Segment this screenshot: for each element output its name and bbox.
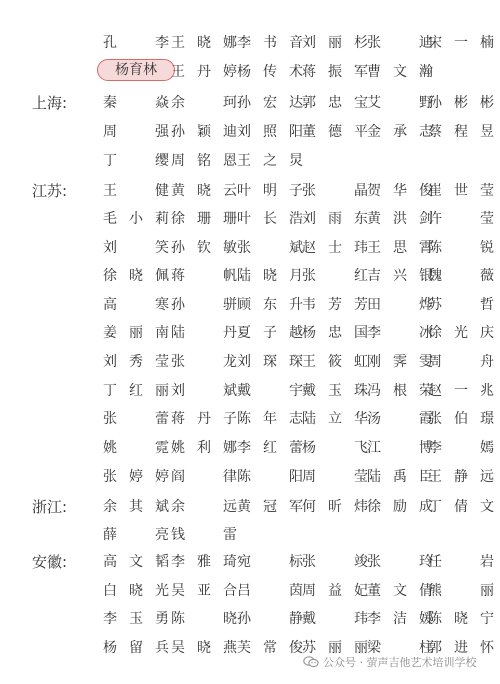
- person-name: 周益妃: [302, 583, 368, 599]
- person-name: 刘照阳: [237, 124, 303, 140]
- region-label: 江苏:: [32, 182, 68, 200]
- name-row: [0, 294, 500, 316]
- person-name: 张婷婷: [103, 469, 169, 485]
- person-name: 丁红丽: [103, 383, 169, 399]
- person-name: 董德平: [302, 124, 368, 140]
- name-row: [0, 580, 500, 602]
- person-name: 王晓娜: [171, 35, 237, 51]
- person-name: 李 嫣: [428, 440, 494, 456]
- person-name: 赵一兆: [428, 383, 494, 399]
- person-name: 陈晓宁: [428, 611, 494, 627]
- name-row: [0, 150, 500, 172]
- name-row: [0, 180, 500, 202]
- person-name: 王静远: [428, 469, 494, 485]
- person-name: 蔡程昱: [428, 124, 494, 140]
- person-name: 余 珂: [171, 95, 237, 111]
- person-name: 黄晓云: [171, 183, 237, 199]
- person-name: 苏 哲: [428, 297, 494, 313]
- person-name: 蒋振军: [302, 64, 368, 80]
- person-name: 汤 霞: [367, 411, 433, 427]
- person-name: 张伯璟: [428, 411, 494, 427]
- watermark-text: 公众号 · 萤声吉他艺术培训学校: [323, 656, 477, 669]
- name-row: [0, 551, 500, 573]
- person-name: 何昕炜: [302, 499, 368, 515]
- person-name: 周 莹: [302, 469, 368, 485]
- person-name: 崔世莹: [428, 183, 494, 199]
- person-name: 顾东升: [237, 297, 303, 313]
- person-name: 薛 亮: [103, 527, 169, 543]
- person-name: 王之炅: [237, 153, 303, 169]
- name-row: [0, 496, 500, 518]
- person-name: 吴亚合: [171, 583, 237, 599]
- person-name: 郭忠宝: [302, 95, 368, 111]
- person-name: 张 蕾: [103, 411, 169, 427]
- person-name: 金承志: [367, 124, 433, 140]
- person-name: 陈年志: [237, 411, 303, 427]
- person-name: 黄洪剑: [367, 211, 433, 227]
- name-row: [0, 92, 500, 114]
- person-name: 吴晓燕: [171, 640, 237, 656]
- person-name: 刘雨东: [302, 211, 368, 227]
- person-name: 蒋丹子: [171, 411, 237, 427]
- name-row: [0, 322, 500, 344]
- person-name: 艾 野: [367, 95, 433, 111]
- person-name: 孙 骈: [171, 297, 237, 313]
- person-name: 孙宏达: [237, 95, 303, 111]
- person-name: 杨留兵: [103, 640, 169, 656]
- person-name: 宋一楠: [428, 35, 494, 51]
- name-row: [0, 380, 500, 402]
- wechat-official-account-icon: [303, 656, 319, 668]
- person-name: 吉兴银: [367, 268, 433, 284]
- person-name: 余其斌: [103, 499, 169, 515]
- person-name: 李 冰: [367, 325, 433, 341]
- person-name: 叶长浩: [237, 211, 303, 227]
- person-name: 冯根荣: [367, 383, 433, 399]
- region-label: 安徽:: [32, 553, 68, 571]
- person-name: 李书音: [237, 35, 303, 51]
- person-name: 梁 柱: [367, 640, 433, 656]
- person-name: 刘琛琛: [237, 354, 303, 370]
- person-name: 丁 缨: [103, 153, 169, 169]
- person-name: 江 博: [367, 440, 433, 456]
- person-name: 白晓光: [103, 583, 169, 599]
- region-label: 浙江:: [32, 498, 68, 516]
- person-name: 陆晓月: [237, 268, 303, 284]
- person-name: 刘 笑: [103, 240, 169, 256]
- person-name: 许 莹: [428, 211, 494, 227]
- name-row: [0, 61, 500, 83]
- person-name: 姚利娜: [171, 440, 237, 456]
- name-row: [0, 408, 500, 430]
- person-name: 徐珊珊: [171, 211, 237, 227]
- person-name: 余 远: [171, 499, 237, 515]
- person-name: 徐晓佩: [103, 268, 169, 284]
- person-name: 杨 飞: [302, 440, 368, 456]
- watermark: [303, 654, 477, 670]
- person-name: 韦芳芳: [302, 297, 368, 313]
- person-name: 任 岩: [428, 554, 494, 570]
- person-name: 刘 斌: [171, 383, 237, 399]
- person-name: 董文倩: [367, 583, 433, 599]
- person-name: 阎 律: [171, 469, 237, 485]
- person-name: 王丹婷: [171, 64, 237, 80]
- person-name: 杨忠国: [302, 325, 368, 341]
- region-label: 上海:: [32, 94, 68, 112]
- person-name: 李玉勇: [103, 611, 169, 627]
- person-name: 蒋 帆: [171, 268, 237, 284]
- person-name: 秦 焱: [103, 95, 169, 111]
- person-name: 陆禹臣: [367, 469, 433, 485]
- person-name: 刘丽杉: [302, 35, 368, 51]
- person-name: 李红蕾: [237, 440, 303, 456]
- person-name: 周 舟: [428, 354, 494, 370]
- name-row: [0, 466, 500, 488]
- person-name: 魏 薇: [428, 268, 494, 284]
- person-name: 王思霄: [367, 240, 433, 256]
- name-row: [0, 265, 500, 287]
- name-row: [0, 121, 500, 143]
- person-name: 陈 晓: [171, 611, 237, 627]
- person-name: 毛小莉: [103, 211, 169, 227]
- person-name: 李雅琦: [171, 554, 237, 570]
- person-name: 孙彬彬: [428, 95, 494, 111]
- person-name: 李洁媛: [367, 611, 433, 627]
- person-name: 张 斌: [237, 240, 303, 256]
- person-name: 王 健: [103, 183, 169, 199]
- person-name: 宛 标: [237, 554, 303, 570]
- person-name: 曹文瀚: [367, 64, 433, 80]
- person-name: 孔 李: [103, 35, 169, 51]
- person-name: 陈 锐: [428, 240, 494, 256]
- person-name: 陈 阳: [237, 469, 303, 485]
- name-row: [0, 351, 500, 373]
- person-name: 孙钦敏: [171, 240, 237, 256]
- person-name: 赵士玮: [302, 240, 368, 256]
- person-name: 郭进怀: [428, 640, 494, 656]
- person-name: 张 迪: [367, 35, 433, 51]
- name-row: [0, 608, 500, 630]
- person-name: 周 强: [103, 124, 169, 140]
- person-name: 张 竣: [302, 554, 368, 570]
- person-name: 贺华俊: [367, 183, 433, 199]
- person-name: 孙颖迪: [171, 124, 237, 140]
- person-name: 姚 霓: [103, 440, 169, 456]
- person-name: 黄冠军: [237, 499, 303, 515]
- person-name: 芙常俊: [237, 640, 303, 656]
- person-name: 叶明子: [237, 183, 303, 199]
- name-row: [0, 237, 500, 259]
- person-name: 刘秀莹: [103, 354, 169, 370]
- person-name: 戴 宇: [237, 383, 303, 399]
- person-name: 王筱虹: [302, 354, 368, 370]
- person-name: 吕 茵: [237, 583, 303, 599]
- highlighted-person-name: 杨育林: [97, 59, 175, 81]
- person-name: 刚霁雯: [367, 354, 433, 370]
- person-name: 徐励成: [367, 499, 433, 515]
- name-row: [0, 437, 500, 459]
- person-name: 杨传术: [237, 64, 303, 80]
- person-name: 熊 丽: [428, 583, 494, 599]
- person-name: 张 红: [302, 268, 368, 284]
- person-name: 姜丽南: [103, 325, 169, 341]
- person-name: 张 玲: [367, 554, 433, 570]
- person-name: 张 晶: [302, 183, 368, 199]
- person-name: 张 龙: [171, 354, 237, 370]
- person-name: 高文韬: [103, 554, 169, 570]
- name-row: [0, 524, 500, 546]
- person-name: 戴玉珠: [302, 383, 368, 399]
- person-name: 陆立华: [302, 411, 368, 427]
- person-name: 苏丽丽: [302, 640, 368, 656]
- person-name: 夏子越: [237, 325, 303, 341]
- person-name: 周铭恩: [171, 153, 237, 169]
- person-name: 孙 静: [237, 611, 303, 627]
- person-name: 陆 丹: [171, 325, 237, 341]
- person-name: 高 寒: [103, 297, 169, 313]
- name-row: [0, 208, 500, 230]
- person-name: 钱 雷: [171, 527, 237, 543]
- person-name: 田 烨: [367, 297, 433, 313]
- name-row: [0, 32, 500, 54]
- person-name: 徐光庆: [428, 325, 494, 341]
- person-name: 戴 玮: [302, 611, 368, 627]
- person-name: 丁倩文: [428, 499, 494, 515]
